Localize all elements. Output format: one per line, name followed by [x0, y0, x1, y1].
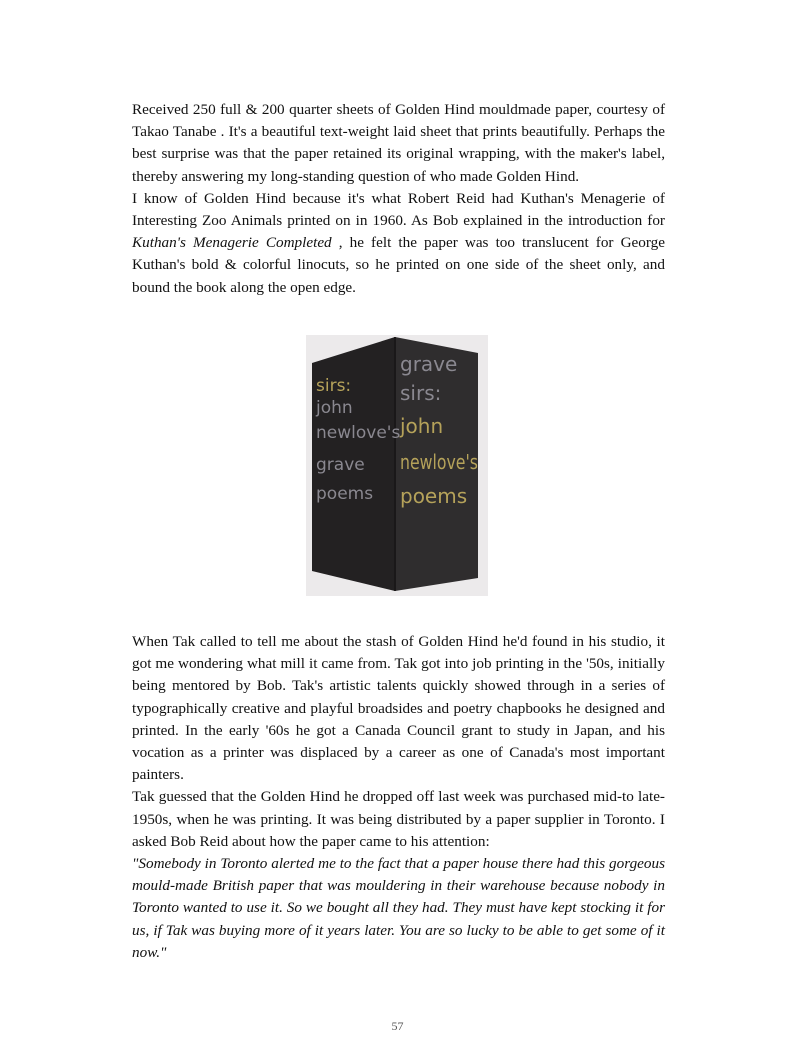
book-illustration — [306, 335, 488, 596]
paragraph-tak-called: When Tak called to tell me about the stash of Golden Hind he'd found in his studio, it got me wondering what mill it came from. Tak got into job printing in the '50s, initially being mentored by Bob. Tak's artistic talents quickly showed through in a series of typographically creative and playful broadsides and poetry chapbooks he designed and printed. In the early '60s he got a Canada Council grant to study in Japan, and his vocation as a printer was displaced by a career as one of Canada's most important painters. — [132, 633, 665, 784]
cover-line-3: john — [400, 414, 444, 438]
page-number: 57 — [391, 1019, 404, 1033]
cover-line-4: newlove's — [400, 450, 478, 474]
cover-line-2: sirs: — [400, 381, 442, 405]
spine-line-4: grave — [316, 455, 365, 475]
spine-line-2: john — [316, 398, 353, 418]
paragraph-received-paper: Received 250 full & 200 quarter sheets of Golden Hind mouldmade paper, courtesy of Takao Tanabe . It's a beautiful text-weight laid sheet that prints beautifully. Perhaps the best surprise was that the paper retained its original wrapping, with the maker's label, thereby answering my long-standing question of who made Golden Hind. — [132, 101, 665, 185]
paragraph-golden-hind-history — [132, 188, 665, 299]
spine-line-3: newlove's — [316, 423, 401, 443]
cover-line-5: poems — [400, 484, 468, 508]
spine-line-5: poems — [316, 484, 374, 504]
top-text-block — [132, 99, 665, 299]
text-run: I know of Golden Hind because it's what Robert Reid had Kuthan's Menagerie of Interesting Zoo Animals printed on in 1960. As Bob explained in the introduction for — [132, 189, 665, 230]
text-run: , he felt the paper was too translucent for George Kuthan's bold & colorful linocuts, so he printed on one side of the sheet only, and bound the book along the open edge. — [132, 234, 666, 296]
spine-line-1: sirs: — [316, 376, 352, 396]
book-photo — [306, 335, 488, 596]
book-title-italic: Kuthan's Menagerie Completed — [132, 234, 332, 252]
paragraph-tak-guessed: Tak guessed that the Golden Hind he dropped off last week was purchased mid-to late-1950s, when he was printing. It was being distributed by a paper supplier in Toronto. I asked Bob Reid about how the paper came to his attention: — [132, 788, 665, 850]
quote-bob-reid: "Somebody in Toronto alerted me to the fact that a paper house there had this gorgeous mould-made British paper that was mouldering in their warehouse because nobody in Toronto wanted to use it. So we bought all they had. They must have kept stocking it for us, if Tak was buying more of it years later. You are so lucky to be able to get some of it now." — [132, 855, 665, 961]
cover-line-1: grave — [400, 352, 458, 376]
bottom-text-block — [132, 631, 665, 964]
